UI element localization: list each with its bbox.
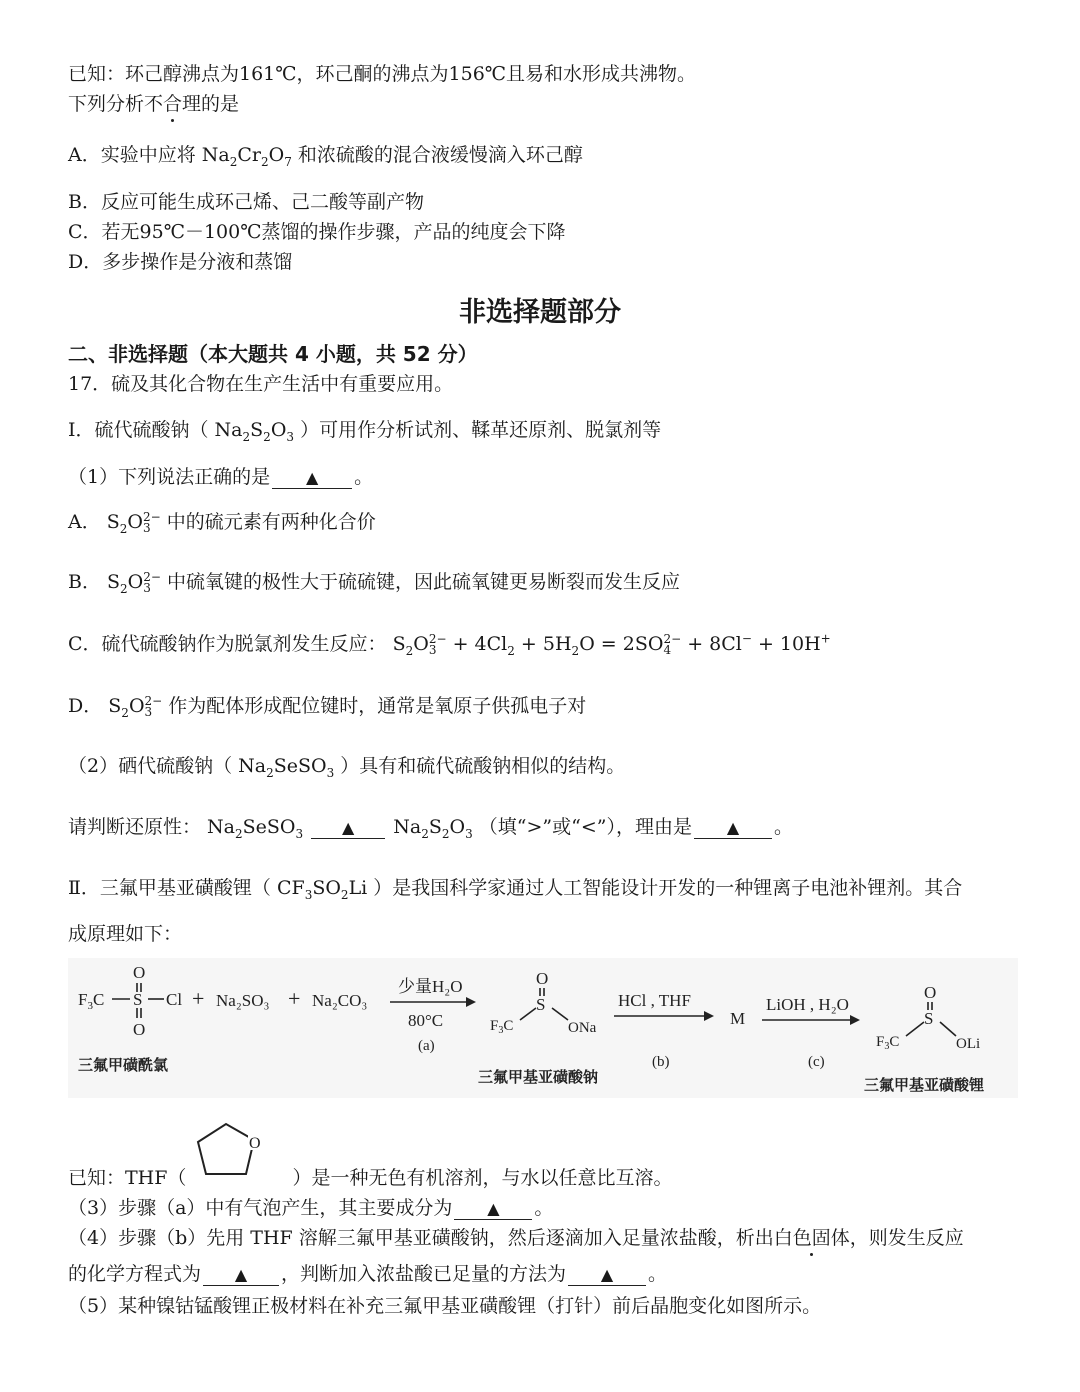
section-title: 非选择题部分 <box>459 297 621 328</box>
q17-sub5: （5）某种镍钴锰酸锂正极材料在补充三氟甲基亚磺酸锂（打针）前后晶胞变化如图所示。 <box>68 1295 822 1317</box>
q17-option-a: A． $S_2O$ 2− 3 中的硫元素有两种化合价 <box>68 510 376 536</box>
product1-name: 三氟甲基亚磺酸钠 <box>478 1070 599 1086</box>
part-ii-intro-cont: 成原理如下： <box>68 923 183 945</box>
product2-name: 三氟甲基亚磺酸锂 <box>864 1078 985 1094</box>
known-condition: 已知：环己醇沸点为161℃，环己酮的沸点为156℃且易和水形成共沸物。 <box>68 63 697 85</box>
emphasis-dots: 不合理 <box>144 93 202 115</box>
answer-blank[interactable]: ▲ <box>694 817 772 839</box>
oli-group: OLi <box>956 1036 981 1052</box>
step-b-label: (b) <box>652 1054 670 1070</box>
cf3-group: $F_3C$ <box>490 1018 514 1036</box>
sulfur-atom: S <box>924 1009 934 1028</box>
q17-sub2: （2）硒代硫酸钠（ $Na_2SeSO_3$ ）具有和硫代硫酸钠相似的结构。 <box>68 755 626 780</box>
step-c-condition: LiOH , H₂O <box>766 995 849 1014</box>
oxygen-atom: O <box>536 969 549 988</box>
oxygen-atom: O <box>924 983 937 1002</box>
thf-note: 已知：THF（ ）是一种无色有机溶剂，与水以任意比互溶。 <box>68 1167 673 1189</box>
plus-sign: + <box>192 986 205 1011</box>
intermediate-m: M <box>730 1009 746 1028</box>
q17-sub4-cont: 的化学方程式为 ▲ ，判断加入浓盐酸已足量的方法为 ▲ 。 <box>68 1263 668 1285</box>
cf3-group: $F_3C$ <box>876 1034 900 1052</box>
step-a-temp: 80°C <box>408 1011 444 1030</box>
q17-sub4: （4）步骤（b）先用 THF 溶解三氟甲基亚磺酸钠，然后逐滴加入足量浓盐酸，析出白色固体，则发生反应 <box>68 1227 964 1249</box>
part-i-intro: Ⅰ．硫代硫酸钠（ $Na_2S_2O_3$ ）可用作分析试剂、鞣革还原剂、脱氯剂等 <box>68 419 662 444</box>
q17-option-d: D． $S_2O$ 2− 3 作为配体形成配位键时，通常是氧原子供孤电子对 <box>68 694 587 720</box>
step-c-label: (c) <box>808 1054 825 1070</box>
q17-sub3: （3）步骤（a）中有气泡产生，其主要成分为 ▲ 。 <box>68 1197 554 1219</box>
emphasis-dots: 白色固体 <box>773 1227 850 1249</box>
question-stem: 下列分析不合理的是 <box>68 93 240 115</box>
oxygen-atom: O <box>133 963 146 982</box>
part-ii-intro: Ⅱ．三氟甲基亚磺酸锂（ $CF_3SO_2Li$ ）是我国科学家通过人工智能设计开发的一种锂离子电池补锂剂。其合 <box>68 877 963 902</box>
q17-judge: 请判断还原性： $Na_2SeSO_3$ ▲ $Na_2S_2O_3$ （填“>”或“<”），理由是 ▲ 。 <box>68 816 793 841</box>
step-a-condition: 少量H₂O <box>398 977 463 996</box>
plus-sign: + <box>288 986 301 1011</box>
answer-blank[interactable]: ▲ <box>311 817 385 839</box>
chlorine-atom: Cl <box>166 990 183 1009</box>
oxygen-atom: O <box>133 1020 146 1039</box>
reactant-name: 三氟甲磺酰氯 <box>78 1058 169 1074</box>
option-b: B．反应可能生成环己烯、己二酸等副产物 <box>68 191 424 213</box>
option-a: A．实验中应将 $Na_2Cr_2O_7$ 和浓硫酸的混合液缓慢滴入环己醇 <box>68 144 583 169</box>
q17-sub1: （1）下列说法正确的是 ▲ 。 <box>68 466 374 488</box>
option-d: D．多步操作是分液和蒸馏 <box>68 251 293 273</box>
answer-blank[interactable]: ▲ <box>568 1264 646 1286</box>
cf3-group: $F_3C$ <box>78 990 105 1012</box>
step-a-label: (a) <box>418 1038 435 1054</box>
synthesis-scheme <box>68 958 1018 1098</box>
reagent-na2co3: Na₂CO₃ <box>312 991 368 1010</box>
sulfur-atom: S <box>536 995 546 1014</box>
answer-blank[interactable]: ▲ <box>272 467 352 489</box>
q17-intro: 17．硫及其化合物在生产生活中有重要应用。 <box>68 373 454 395</box>
q17-option-c: C．硫代硫酸钠作为脱氯剂发生反应： $S_2O$ 2− 3 + $4Cl_2 + 5H_2O = 2SO$ 2− 4 + 8Cl− + 10H+ <box>68 631 831 658</box>
ona-group: ONa <box>568 1020 597 1036</box>
answer-blank[interactable]: ▲ <box>454 1198 532 1220</box>
step-b-condition: HCl , THF <box>618 991 691 1010</box>
section-heading: 二、非选择题（本大题共 4 小题，共 52 分） <box>68 342 478 366</box>
answer-blank[interactable]: ▲ <box>203 1264 279 1286</box>
option-c: C．若无95℃－100℃蒸馏的操作步骤，产品的纯度会下降 <box>68 221 566 243</box>
q17-option-b: B． $S_2O$ 2− 3 中硫氧键的极性大于硫硫键，因此硫氧键更易断裂而发生反应 <box>68 570 680 596</box>
scheme-svg <box>68 958 1018 1098</box>
oxygen-atom: O <box>249 1135 261 1152</box>
reagent-na2so3: Na₂SO₃ <box>216 991 270 1010</box>
sulfur-atom: S <box>133 990 143 1009</box>
